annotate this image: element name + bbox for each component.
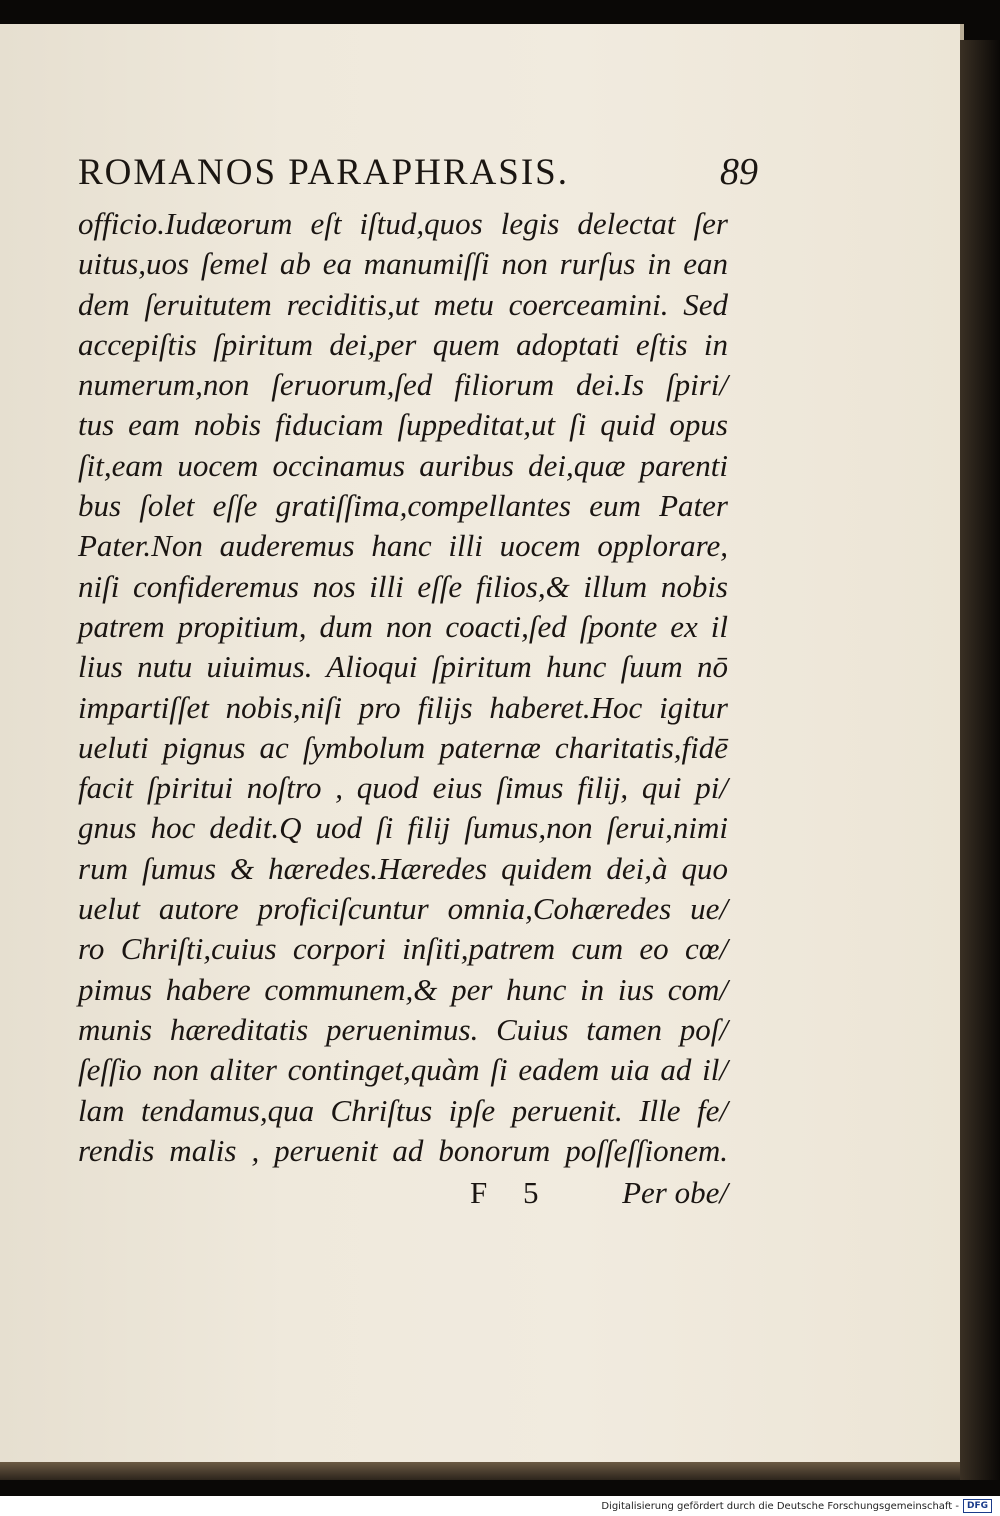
page-footer	[470, 1175, 728, 1211]
page-edge-right	[960, 40, 1000, 1480]
text-line: uelut autore proficiſcuntur omnia,Cohæredes ue/	[78, 891, 728, 927]
text-line: rum ſumus & hæredes.Hæredes quidem dei,à quo	[78, 850, 728, 886]
text-line: uitus,uos ſemel ab ea manumiſſi non rurſus in ean	[78, 246, 728, 282]
text-line: rendis malis , peruenit ad bonorum poſſeſſionem.	[78, 1132, 728, 1168]
text-line: ueluti pignus ac ſymbolum paternæ charitatis,fidē	[78, 729, 728, 765]
text-line: patrem propitium, dum non coacti,ſed ſponte ex il	[78, 608, 728, 644]
body-text	[78, 204, 728, 1171]
credit-bar	[0, 1496, 1000, 1516]
text-line: accepiſtis ſpiritum dei,per quem adoptati eſtis in	[78, 326, 728, 362]
running-head	[78, 150, 758, 194]
text-line: dem ſeruitutem reciditis,ut metu coerceamini. Sed	[78, 286, 728, 322]
text-line: facit ſpiritui noſtro , quod eius ſimus filij, qui pi/	[78, 770, 728, 806]
dfg-logo-icon: DFG	[963, 1499, 992, 1513]
text-line: ſeſſio non aliter continget,quàm ſi eadem uia ad il/	[78, 1052, 728, 1088]
credit-text: Digitalisierung gefördert durch die Deutsche Forschungsgemeinschaft -	[601, 1500, 959, 1512]
running-title: ROMANOS PARAPHRASIS.	[78, 152, 570, 193]
text-line: niſi confideremus nos illi eſſe filios,& illum nobis	[78, 568, 728, 604]
text-line: bus ſolet eſſe gratiſſima,compellantes eum Pater	[78, 488, 728, 524]
catchword: Per obe/	[622, 1175, 728, 1210]
text-line: tus eam nobis fiduciam ſuppeditat,ut ſi quid opus	[78, 407, 728, 443]
text-line: pimus habere communem,& per hunc in ius com/	[78, 971, 728, 1007]
text-line: gnus hoc dedit.Q uod ſi filij ſumus,non ſerui,nimi	[78, 810, 728, 846]
text-line: munis hæreditatis peruenimus. Cuius tamen poſ/	[78, 1011, 728, 1047]
text-line: numerum,non ſeruorum,ſed filiorum dei.Is ſpiri/	[78, 367, 728, 403]
signature-mark: F 5	[470, 1175, 553, 1210]
text-line: ſit,eam uocem occinamus auribus dei,quæ parenti	[78, 447, 728, 483]
text-line: Pater.Non auderemus hanc illi uocem opplorare,	[78, 528, 728, 564]
page-number: 89	[720, 151, 758, 193]
text-line: officio.Iudæorum eſt iſtud,quos legis delectat ſer	[78, 206, 728, 241]
text-line: lius nutu uiuimus. Alioqui ſpiritum hunc ſuum nō	[78, 649, 728, 685]
page-edge-bottom	[0, 1462, 964, 1480]
text-line: ro Chriſti,cuius corpori inſiti,patrem cum eo cœ/	[78, 931, 728, 967]
text-line: impartiſſet nobis,niſi pro filijs haberet.Hoc igitur	[78, 689, 728, 725]
text-line: lam tendamus,qua Chriſtus ipſe peruenit. Ille fe/	[78, 1092, 728, 1128]
